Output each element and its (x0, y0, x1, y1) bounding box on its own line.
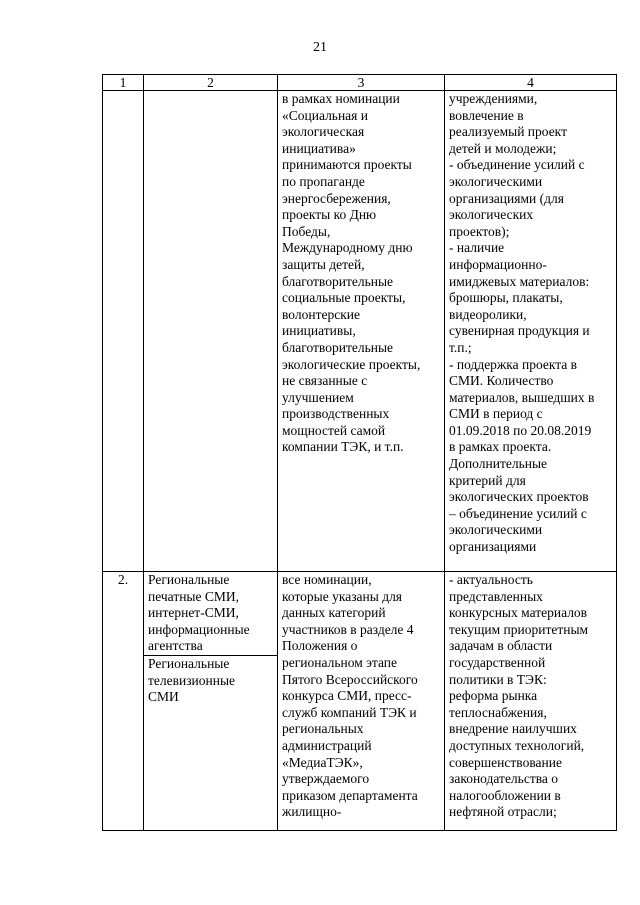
text-line: - поддержка проекта в (449, 356, 578, 372)
text-line: данных категорий (282, 605, 386, 621)
category-print-media (148, 572, 273, 655)
text-line: 01.09.2018 по 20.08.2019 (449, 422, 592, 438)
text-line: проектов); (449, 223, 510, 239)
header-cell-3: 3 (278, 75, 445, 91)
table-header-row (103, 75, 617, 91)
text-line: имиджевых материалов: (449, 273, 590, 289)
text-line: совершенствование (449, 754, 562, 770)
text-line: агентства (148, 638, 203, 654)
text-line: СМИ (148, 689, 179, 705)
page-number: 21 (313, 40, 327, 55)
text-line: проекты ко Дню (282, 207, 377, 223)
text-line: компании ТЭК, и т.п. (282, 439, 404, 455)
text-line: принимаются проекты (282, 157, 412, 173)
text-line: все номинации, (282, 572, 372, 587)
text-line: участников в разделе 4 (282, 621, 414, 637)
text-line: телевизионные (148, 672, 236, 688)
text-line: «МедиаТЭК», (282, 754, 363, 770)
text-line: экологическая (282, 124, 365, 140)
table-row (103, 91, 617, 572)
criteria-cell (445, 572, 617, 831)
text-line: в рамках проекта. (449, 439, 552, 455)
text-line: которые указаны для (282, 588, 403, 604)
text-line: СМИ. Количество (449, 373, 554, 389)
text-line: конкурса СМИ, пресс- (282, 688, 412, 704)
text-line: инициатива» (282, 140, 356, 156)
text-line: производственных (282, 406, 390, 422)
text-line: организациями (449, 539, 537, 555)
text-line: законодательства о (449, 771, 559, 787)
text-line: политики в ТЭК: (449, 671, 547, 687)
text-line: видеоролики, (449, 306, 527, 322)
text-line: не связанные с (282, 373, 368, 389)
text-line: экологическими (449, 522, 543, 538)
text-line: - объединение усилий с (449, 157, 585, 173)
text-line: региональном этапе (282, 654, 398, 670)
text-line: - актуальность (449, 572, 533, 587)
nominations-cell (278, 572, 445, 831)
text-line: энергосбережения, (282, 190, 391, 206)
text-line: - наличие (449, 240, 505, 256)
text-line: утверждаемого (282, 771, 370, 787)
text-line: доступных технологий, (449, 737, 585, 753)
header-cell-4: 4 (445, 75, 617, 91)
text-line: брошюры, плакаты, (449, 290, 563, 306)
text-line: экологические проекты, (282, 356, 421, 372)
text-line: конкурсных материалов (449, 605, 588, 621)
text-line: внедрение наилучших (449, 721, 577, 737)
text-line: в рамках номинации (282, 91, 400, 106)
text-line: Региональные (148, 572, 230, 587)
category-tv-media (144, 655, 277, 706)
text-line: мощностей самой (282, 422, 386, 438)
text-line: жилищно- (282, 804, 342, 820)
text-line: социальные проекты, (282, 290, 406, 306)
text-line: теплоснабжения, (449, 704, 547, 720)
text-line: государственной (449, 654, 546, 670)
text-line: экологическими (449, 173, 543, 189)
text-line: волонтерские (282, 306, 360, 322)
text-line: реализуемый проект (449, 124, 567, 140)
text-line: информационно- (449, 256, 547, 272)
category-cell (144, 572, 278, 831)
nominations-cell (278, 91, 445, 572)
text-line: экологических (449, 207, 534, 223)
row-number-cell (103, 91, 144, 572)
text-line: Дополнительные (449, 456, 548, 472)
criteria-table (102, 74, 617, 831)
text-line: – объединение усилий с (449, 505, 587, 521)
text-line: сувенирная продукция и (449, 323, 590, 339)
text-line: приказом департамента (282, 787, 418, 803)
text-line: благотворительные (282, 339, 394, 355)
text-line: детей и молодежи; (449, 140, 557, 156)
text-line: инициативы, (282, 323, 356, 339)
text-line: учреждениями, (449, 91, 538, 106)
header-cell-2: 2 (144, 75, 278, 91)
text-line: по пропаганде (282, 173, 365, 189)
text-line: Победы, (282, 223, 331, 239)
row-number-cell: 2. (103, 572, 144, 831)
text-line: служб компаний ТЭК и (282, 704, 417, 720)
text-line: текущим приоритетным (449, 621, 589, 637)
header-cell-1: 1 (103, 75, 144, 91)
text-line: налогообложении в (449, 787, 561, 803)
text-line: вовлечение в (449, 107, 524, 123)
text-line: материалов, вышедших в (449, 389, 595, 405)
category-cell (144, 91, 278, 572)
text-line: благотворительные (282, 273, 394, 289)
text-line: нефтяной отрасли; (449, 804, 557, 820)
table-row (103, 572, 617, 831)
text-line: реформа рынка (449, 688, 538, 704)
text-line: улучшением (282, 389, 354, 405)
text-line: Положения о (282, 638, 358, 654)
text-line: т.п.; (449, 339, 472, 355)
text-line: Региональные (148, 655, 230, 671)
text-line: «Социальная и (282, 107, 368, 123)
text-line: организациями (для (449, 190, 564, 206)
text-line: информационные (148, 621, 250, 637)
text-line: СМИ в период с (449, 406, 543, 422)
text-line: задачам в области (449, 638, 553, 654)
text-line: экологических проектов (449, 489, 589, 505)
text-line: администраций (282, 737, 372, 753)
criteria-cell (445, 91, 617, 572)
text-line: представленных (449, 588, 543, 604)
text-line: интернет-СМИ, (148, 605, 239, 621)
text-line: критерий для (449, 472, 526, 488)
text-line: Международному дню (282, 240, 413, 256)
text-line: Пятого Всероссийского (282, 671, 418, 687)
text-line: защиты детей, (282, 256, 365, 272)
text-line: печатные СМИ, (148, 588, 240, 604)
text-line: региональных (282, 721, 364, 737)
